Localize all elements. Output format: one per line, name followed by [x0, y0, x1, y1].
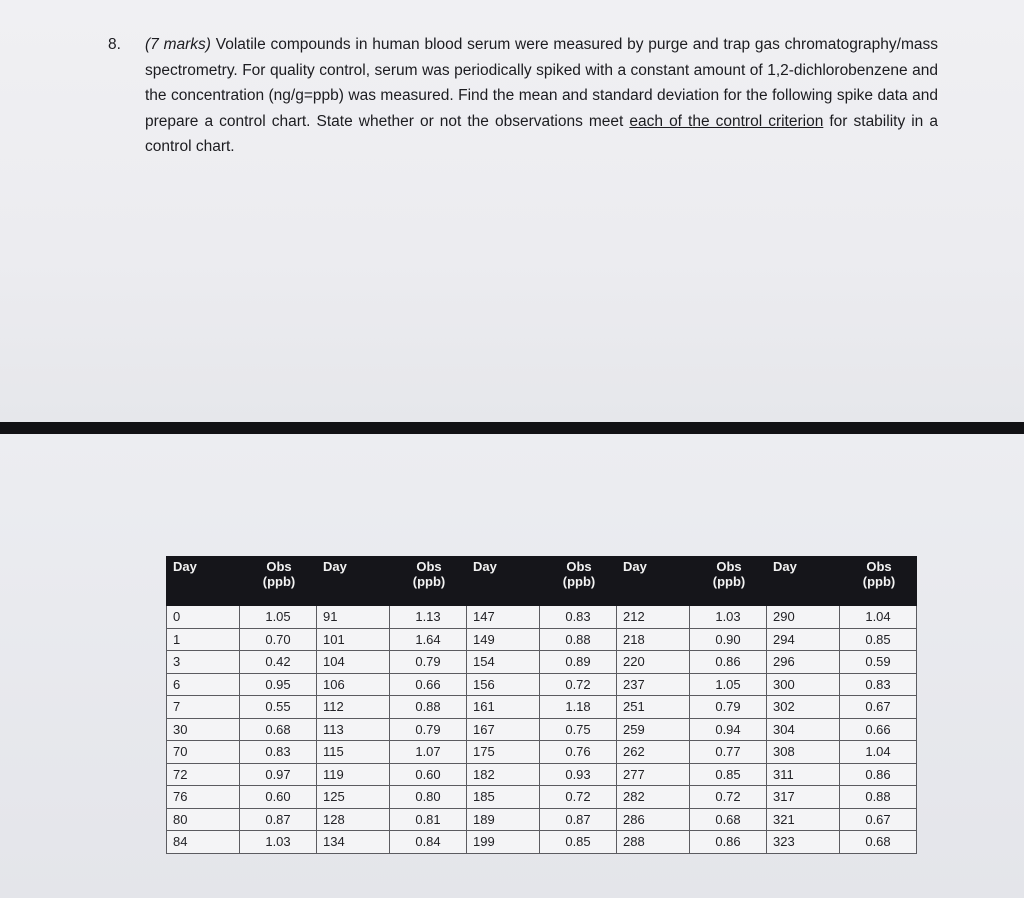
day-cell: 182 — [467, 763, 540, 786]
obs-cell: 0.86 — [690, 651, 767, 674]
day-cell: 218 — [617, 628, 690, 651]
question-marks: (7 marks) — [145, 36, 211, 53]
day-cell: 72 — [167, 763, 240, 786]
obs-cell: 0.97 — [240, 763, 317, 786]
day-cell: 70 — [167, 741, 240, 764]
header-day: Day — [167, 557, 240, 606]
day-cell: 304 — [767, 718, 840, 741]
obs-cell: 1.18 — [540, 696, 617, 719]
obs-cell: 0.59 — [840, 651, 917, 674]
obs-cell: 0.87 — [240, 808, 317, 831]
day-cell: 167 — [467, 718, 540, 741]
obs-cell: 1.03 — [690, 606, 767, 629]
day-cell: 308 — [767, 741, 840, 764]
obs-cell: 0.79 — [390, 651, 467, 674]
day-cell: 294 — [767, 628, 840, 651]
header-day: Day — [317, 557, 390, 606]
day-cell: 259 — [617, 718, 690, 741]
spike-data-table — [166, 556, 917, 854]
obs-cell: 0.55 — [240, 696, 317, 719]
header-obs: Obs (ppb) — [540, 557, 617, 606]
obs-cell: 1.05 — [690, 673, 767, 696]
day-cell: 91 — [317, 606, 390, 629]
table-row — [167, 786, 917, 809]
day-cell: 76 — [167, 786, 240, 809]
day-cell: 286 — [617, 808, 690, 831]
obs-cell: 0.83 — [540, 606, 617, 629]
obs-cell: 0.86 — [840, 763, 917, 786]
obs-cell: 0.72 — [540, 786, 617, 809]
question-text-part1: Volatile compounds in human blood serum were measured by purge and trap gas chromatography/mass spectrometry. For quality control, serum was periodically spiked with a constant amount of 1,2-dichlorobenzene and the concentration (ng/g=ppb) was measured. Find the mean and standard deviation for the following spike data and prepare a control chart. State whether or not the observations meet — [145, 36, 938, 130]
obs-cell: 1.04 — [840, 741, 917, 764]
day-cell: 277 — [617, 763, 690, 786]
obs-cell: 1.07 — [390, 741, 467, 764]
obs-cell: 0.88 — [390, 696, 467, 719]
day-cell: 80 — [167, 808, 240, 831]
day-cell: 321 — [767, 808, 840, 831]
day-cell: 220 — [617, 651, 690, 674]
day-cell: 300 — [767, 673, 840, 696]
obs-cell: 0.76 — [540, 741, 617, 764]
header-day: Day — [767, 557, 840, 606]
obs-cell: 0.81 — [390, 808, 467, 831]
obs-cell: 0.83 — [840, 673, 917, 696]
question-underlined-criterion: each of the control criterion — [629, 112, 824, 130]
obs-cell: 1.04 — [840, 606, 917, 629]
table-row — [167, 628, 917, 651]
day-cell: 134 — [317, 831, 390, 854]
table-body — [167, 606, 917, 854]
obs-cell: 0.84 — [390, 831, 467, 854]
day-cell: 154 — [467, 651, 540, 674]
obs-cell: 0.66 — [390, 673, 467, 696]
day-cell: 212 — [617, 606, 690, 629]
obs-cell: 0.68 — [840, 831, 917, 854]
obs-cell: 0.79 — [690, 696, 767, 719]
obs-cell: 1.03 — [240, 831, 317, 854]
obs-cell: 0.94 — [690, 718, 767, 741]
day-cell: 112 — [317, 696, 390, 719]
obs-cell: 0.68 — [240, 718, 317, 741]
question-block — [108, 32, 938, 160]
obs-cell: 0.67 — [840, 696, 917, 719]
obs-cell: 0.67 — [840, 808, 917, 831]
day-cell: 0 — [167, 606, 240, 629]
table-row — [167, 651, 917, 674]
day-cell: 30 — [167, 718, 240, 741]
obs-cell: 0.86 — [690, 831, 767, 854]
obs-cell: 1.64 — [390, 628, 467, 651]
day-cell: 189 — [467, 808, 540, 831]
day-cell: 115 — [317, 741, 390, 764]
table-row — [167, 808, 917, 831]
obs-cell: 0.72 — [690, 786, 767, 809]
day-cell: 282 — [617, 786, 690, 809]
day-cell: 175 — [467, 741, 540, 764]
header-day: Day — [467, 557, 540, 606]
day-cell: 317 — [767, 786, 840, 809]
day-cell: 290 — [767, 606, 840, 629]
obs-cell: 0.80 — [390, 786, 467, 809]
day-cell: 199 — [467, 831, 540, 854]
day-cell: 185 — [467, 786, 540, 809]
day-cell: 149 — [467, 628, 540, 651]
obs-cell: 0.72 — [540, 673, 617, 696]
day-cell: 251 — [617, 696, 690, 719]
obs-cell: 0.95 — [240, 673, 317, 696]
day-cell: 119 — [317, 763, 390, 786]
header-obs: Obs (ppb) — [840, 557, 917, 606]
header-obs: Obs (ppb) — [390, 557, 467, 606]
day-cell: 113 — [317, 718, 390, 741]
day-cell: 1 — [167, 628, 240, 651]
header-obs: Obs (ppb) — [240, 557, 317, 606]
table-row — [167, 741, 917, 764]
obs-cell: 1.13 — [390, 606, 467, 629]
day-cell: 302 — [767, 696, 840, 719]
obs-cell: 0.79 — [390, 718, 467, 741]
day-cell: 128 — [317, 808, 390, 831]
obs-cell: 0.68 — [690, 808, 767, 831]
obs-cell: 0.70 — [240, 628, 317, 651]
day-cell: 262 — [617, 741, 690, 764]
day-cell: 288 — [617, 831, 690, 854]
day-cell: 296 — [767, 651, 840, 674]
day-cell: 125 — [317, 786, 390, 809]
day-cell: 161 — [467, 696, 540, 719]
obs-cell: 0.75 — [540, 718, 617, 741]
obs-cell: 0.85 — [840, 628, 917, 651]
obs-cell: 1.05 — [240, 606, 317, 629]
day-cell: 106 — [317, 673, 390, 696]
obs-cell: 0.66 — [840, 718, 917, 741]
obs-cell: 0.89 — [540, 651, 617, 674]
table-row — [167, 718, 917, 741]
table-row — [167, 696, 917, 719]
question-text — [145, 32, 938, 160]
obs-cell: 0.85 — [690, 763, 767, 786]
obs-cell: 0.88 — [840, 786, 917, 809]
obs-cell: 0.93 — [540, 763, 617, 786]
day-cell: 84 — [167, 831, 240, 854]
day-cell: 7 — [167, 696, 240, 719]
day-cell: 323 — [767, 831, 840, 854]
day-cell: 101 — [317, 628, 390, 651]
obs-cell: 0.42 — [240, 651, 317, 674]
question-number: 8. — [108, 36, 121, 53]
obs-cell: 0.60 — [240, 786, 317, 809]
page-divider — [0, 422, 1024, 434]
day-cell: 156 — [467, 673, 540, 696]
table-row — [167, 763, 917, 786]
table-row — [167, 673, 917, 696]
obs-cell: 0.90 — [690, 628, 767, 651]
obs-cell: 0.87 — [540, 808, 617, 831]
day-cell: 311 — [767, 763, 840, 786]
question-panel — [0, 0, 1024, 422]
obs-cell: 0.88 — [540, 628, 617, 651]
obs-cell: 0.60 — [390, 763, 467, 786]
header-day: Day — [617, 557, 690, 606]
table-row — [167, 831, 917, 854]
obs-cell: 0.85 — [540, 831, 617, 854]
header-obs: Obs (ppb) — [690, 557, 767, 606]
day-cell: 3 — [167, 651, 240, 674]
obs-cell: 0.77 — [690, 741, 767, 764]
day-cell: 6 — [167, 673, 240, 696]
day-cell: 147 — [467, 606, 540, 629]
day-cell: 237 — [617, 673, 690, 696]
table-row — [167, 606, 917, 629]
table-header-row — [167, 557, 917, 606]
obs-cell: 0.83 — [240, 741, 317, 764]
day-cell: 104 — [317, 651, 390, 674]
question-text-part2: for stability in a control chart. — [145, 112, 938, 155]
